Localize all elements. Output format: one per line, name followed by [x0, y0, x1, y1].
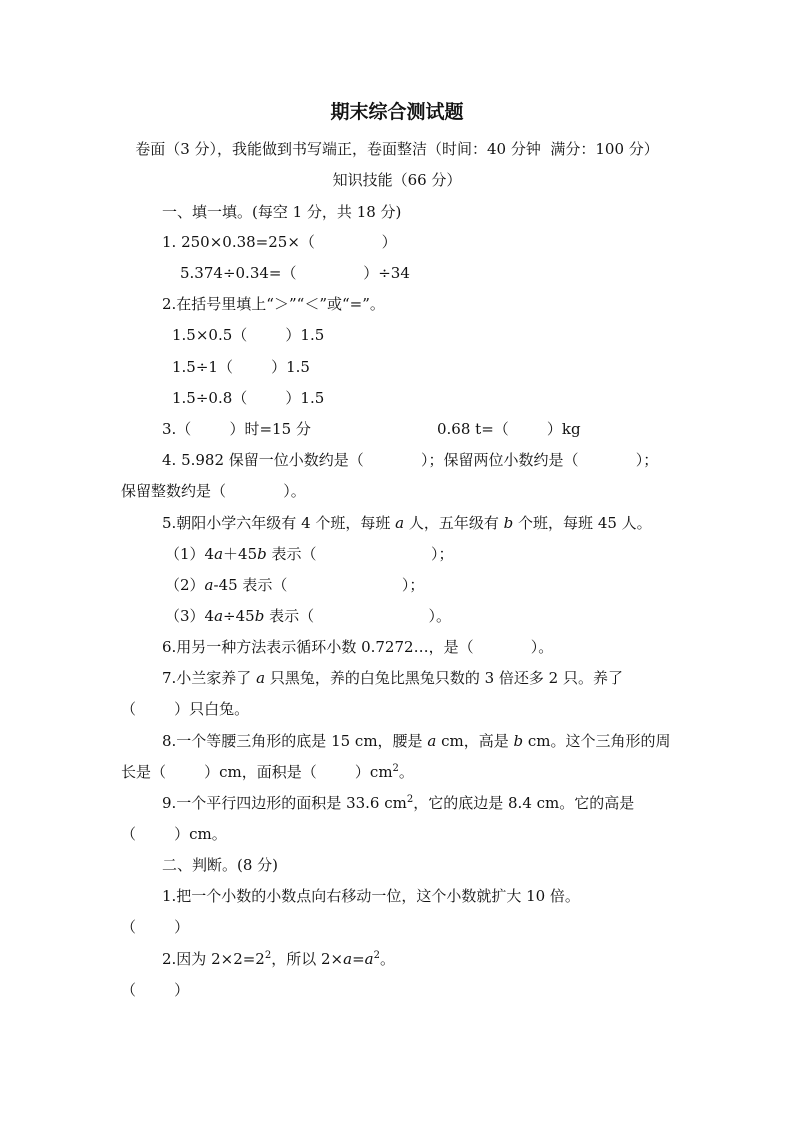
- q4-line2: 保留整数约是（ ）。: [121, 482, 306, 500]
- q8-line1: 8.一个等腰三角形的底是 15 cm，腰是 a cm，高是 b cm。这个三角形的周: [162, 732, 671, 750]
- q3-left: 3.（ ）时=15 分: [162, 420, 311, 438]
- q2-stem: 2.在括号里填上“＞”“＜”或“=”。: [162, 295, 385, 313]
- q5-item-3: （3）4a÷45b 表示（ ）。: [165, 607, 452, 625]
- judge-2: 2.因为 $2\times 2=2^2$，所以 $2\times a=a^2$。: [162, 950, 395, 968]
- part1-heading: 一、填一填。(每空 1 分，共 18 分): [162, 203, 402, 221]
- q5-stem: 5.朝阳小学六年级有 4 个班，每班 a 人，五年级有 b 个班，每班 45 人。: [162, 514, 652, 532]
- q1-line2: 5.374÷0.34=（ ）÷34: [180, 264, 410, 282]
- page-title: 期末综合测试题: [330, 101, 464, 123]
- subtitle: 卷面（3 分），我能做到书写端正，卷面整洁（时间：40 分钟 满分：100 分）: [135, 140, 659, 158]
- q7-line1: 7.小兰家养了 a 只黑兔，养的白兔比黑兔只数的 3 倍还多 2 只。养了: [162, 669, 623, 687]
- q2-item-1: 1.5×0.5（ ）1.5: [172, 326, 325, 344]
- section-header: 知识技能（66 分）: [332, 171, 462, 189]
- q6: 6.用另一种方法表示循环小数 0.7272…，是（ ）。: [162, 638, 554, 656]
- q9-line1: 9.一个平行四边形的面积是 33.6 $cm^2$，它的底边是 8.4 cm。它的高是: [162, 794, 635, 812]
- q8-line2: 长是（ ）cm，面积是（ ）$cm^2$。: [121, 763, 414, 781]
- q7-line2: （ ）只白兔。: [121, 700, 250, 718]
- q3-right: 0.68 t=（ ）kg: [437, 420, 581, 438]
- q2-item-2: 1.5÷1（ ）1.5: [172, 358, 310, 376]
- judge-2-paren: （ ）: [121, 981, 190, 999]
- q9-line2: （ ）cm。: [121, 825, 227, 843]
- q2-item-3: 1.5÷0.8（ ）1.5: [172, 389, 325, 407]
- judge-1: 1.把一个小数的小数点向右移动一位，这个小数就扩大 10 倍。: [162, 887, 580, 905]
- q1-line1: 1. 250×0.38=25×（ ）: [162, 233, 397, 251]
- q5-item-2: （2）a-45 表示（ ）；: [165, 576, 425, 594]
- judge-1-paren: （ ）: [121, 918, 190, 936]
- q5-item-1: （1）4a＋45b 表示（ ）；: [165, 545, 454, 563]
- part2-heading: 二、判断。(8 分): [162, 856, 279, 874]
- q4-line1: 4. 5.982 保留一位小数约是（ ）；保留两位小数约是（ ）；: [162, 451, 659, 469]
